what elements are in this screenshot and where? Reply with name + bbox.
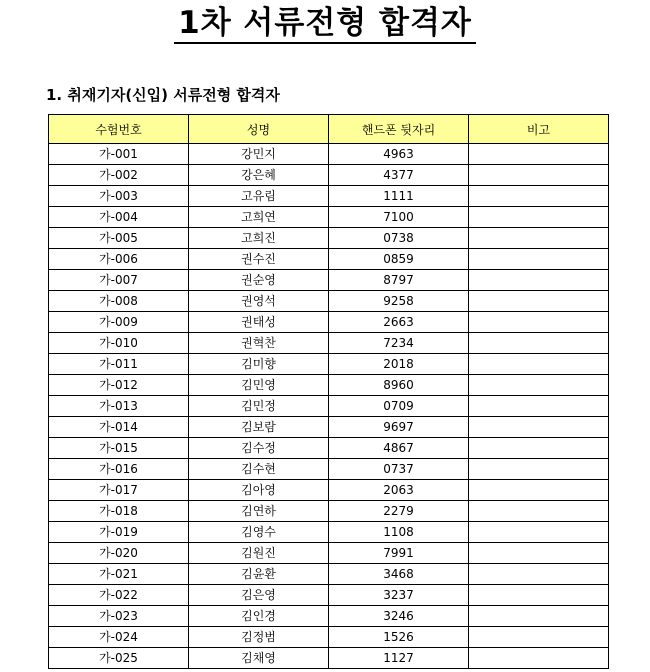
cell-exam-number: 가-024 [49, 627, 189, 648]
cell-phone-last-digits: 8960 [329, 375, 469, 396]
table-header-row [49, 115, 609, 144]
cell-phone-last-digits: 7991 [329, 543, 469, 564]
cell-remarks [469, 165, 609, 186]
table-row [49, 522, 609, 543]
table-row [49, 249, 609, 270]
cell-remarks [469, 459, 609, 480]
cell-remarks [469, 606, 609, 627]
cell-name: 김보람 [189, 417, 329, 438]
cell-name: 김민영 [189, 375, 329, 396]
cell-phone-last-digits: 4963 [329, 144, 469, 165]
cell-name: 권혁찬 [189, 333, 329, 354]
cell-exam-number: 가-009 [49, 312, 189, 333]
cell-phone-last-digits: 9258 [329, 291, 469, 312]
cell-remarks [469, 249, 609, 270]
cell-name: 김원진 [189, 543, 329, 564]
table-row [49, 648, 609, 669]
cell-phone-last-digits: 8797 [329, 270, 469, 291]
table-row [49, 627, 609, 648]
cell-phone-last-digits: 4867 [329, 438, 469, 459]
table-row [49, 354, 609, 375]
table-row [49, 186, 609, 207]
cell-exam-number: 가-013 [49, 396, 189, 417]
table-row [49, 585, 609, 606]
cell-name: 김아영 [189, 480, 329, 501]
cell-name: 강은혜 [189, 165, 329, 186]
table-row [49, 144, 609, 165]
table-row [49, 417, 609, 438]
cell-remarks [469, 312, 609, 333]
cell-exam-number: 가-022 [49, 585, 189, 606]
cell-remarks [469, 375, 609, 396]
cell-phone-last-digits: 0737 [329, 459, 469, 480]
cell-remarks [469, 564, 609, 585]
cell-remarks [469, 648, 609, 669]
cell-exam-number: 가-011 [49, 354, 189, 375]
column-header-phone-last-digits: 핸드폰 뒷자리 [329, 115, 469, 144]
cell-phone-last-digits: 1108 [329, 522, 469, 543]
cell-remarks [469, 438, 609, 459]
document-title: 1차 서류전형 합격자 [174, 4, 476, 44]
cell-name: 김인경 [189, 606, 329, 627]
section-heading: 1. 취재기자(신입) 서류전형 합격자 [46, 86, 280, 104]
table-row [49, 501, 609, 522]
cell-remarks [469, 228, 609, 249]
cell-phone-last-digits: 3246 [329, 606, 469, 627]
table-row [49, 459, 609, 480]
cell-name: 김정범 [189, 627, 329, 648]
cell-remarks [469, 207, 609, 228]
table-row [49, 312, 609, 333]
cell-name: 권수진 [189, 249, 329, 270]
cell-phone-last-digits: 2663 [329, 312, 469, 333]
cell-remarks [469, 270, 609, 291]
table-body [49, 144, 609, 669]
cell-phone-last-digits: 2279 [329, 501, 469, 522]
cell-exam-number: 가-023 [49, 606, 189, 627]
cell-phone-last-digits: 1111 [329, 186, 469, 207]
cell-exam-number: 가-017 [49, 480, 189, 501]
table-row [49, 480, 609, 501]
cell-remarks [469, 186, 609, 207]
cell-exam-number: 가-012 [49, 375, 189, 396]
cell-phone-last-digits: 2018 [329, 354, 469, 375]
cell-remarks [469, 144, 609, 165]
cell-exam-number: 가-014 [49, 417, 189, 438]
cell-remarks [469, 585, 609, 606]
table-row [49, 333, 609, 354]
cell-exam-number: 가-016 [49, 459, 189, 480]
column-header-exam-number: 수험번호 [49, 115, 189, 144]
cell-phone-last-digits: 1526 [329, 627, 469, 648]
cell-phone-last-digits: 3468 [329, 564, 469, 585]
document-title-container [0, 4, 650, 44]
cell-phone-last-digits: 9697 [329, 417, 469, 438]
cell-exam-number: 가-006 [49, 249, 189, 270]
cell-name: 김은영 [189, 585, 329, 606]
cell-name: 고희연 [189, 207, 329, 228]
cell-remarks [469, 543, 609, 564]
cell-phone-last-digits: 7234 [329, 333, 469, 354]
applicant-table [48, 114, 609, 669]
cell-exam-number: 가-007 [49, 270, 189, 291]
cell-phone-last-digits: 3237 [329, 585, 469, 606]
table-row [49, 606, 609, 627]
cell-remarks [469, 396, 609, 417]
cell-remarks [469, 627, 609, 648]
cell-name: 김연하 [189, 501, 329, 522]
cell-exam-number: 가-019 [49, 522, 189, 543]
cell-remarks [469, 480, 609, 501]
cell-name: 김영수 [189, 522, 329, 543]
cell-exam-number: 가-001 [49, 144, 189, 165]
cell-phone-last-digits: 0738 [329, 228, 469, 249]
cell-exam-number: 가-004 [49, 207, 189, 228]
table-row [49, 270, 609, 291]
cell-exam-number: 가-015 [49, 438, 189, 459]
table-row [49, 291, 609, 312]
cell-name: 고유림 [189, 186, 329, 207]
cell-exam-number: 가-008 [49, 291, 189, 312]
table-row [49, 375, 609, 396]
cell-phone-last-digits: 4377 [329, 165, 469, 186]
cell-name: 김수현 [189, 459, 329, 480]
cell-name: 김민정 [189, 396, 329, 417]
cell-remarks [469, 522, 609, 543]
cell-phone-last-digits: 0709 [329, 396, 469, 417]
table-row [49, 438, 609, 459]
cell-exam-number: 가-005 [49, 228, 189, 249]
cell-remarks [469, 333, 609, 354]
cell-exam-number: 가-021 [49, 564, 189, 585]
cell-name: 고희진 [189, 228, 329, 249]
cell-name: 김채영 [189, 648, 329, 669]
cell-phone-last-digits: 1127 [329, 648, 469, 669]
cell-exam-number: 가-002 [49, 165, 189, 186]
table-row [49, 207, 609, 228]
cell-name: 권영석 [189, 291, 329, 312]
cell-name: 권태성 [189, 312, 329, 333]
cell-remarks [469, 291, 609, 312]
table-row [49, 564, 609, 585]
cell-name: 김미향 [189, 354, 329, 375]
cell-phone-last-digits: 0859 [329, 249, 469, 270]
column-header-remarks: 비고 [469, 115, 609, 144]
cell-name: 권순영 [189, 270, 329, 291]
cell-exam-number: 가-020 [49, 543, 189, 564]
cell-exam-number: 가-018 [49, 501, 189, 522]
cell-phone-last-digits: 7100 [329, 207, 469, 228]
cell-exam-number: 가-010 [49, 333, 189, 354]
table-row [49, 396, 609, 417]
cell-name: 강민지 [189, 144, 329, 165]
table-row [49, 543, 609, 564]
cell-name: 김수정 [189, 438, 329, 459]
cell-remarks [469, 417, 609, 438]
cell-remarks [469, 501, 609, 522]
cell-phone-last-digits: 2063 [329, 480, 469, 501]
cell-remarks [469, 354, 609, 375]
table-row [49, 228, 609, 249]
table-row [49, 165, 609, 186]
cell-exam-number: 가-003 [49, 186, 189, 207]
column-header-name: 성명 [189, 115, 329, 144]
cell-exam-number: 가-025 [49, 648, 189, 669]
cell-name: 김윤환 [189, 564, 329, 585]
